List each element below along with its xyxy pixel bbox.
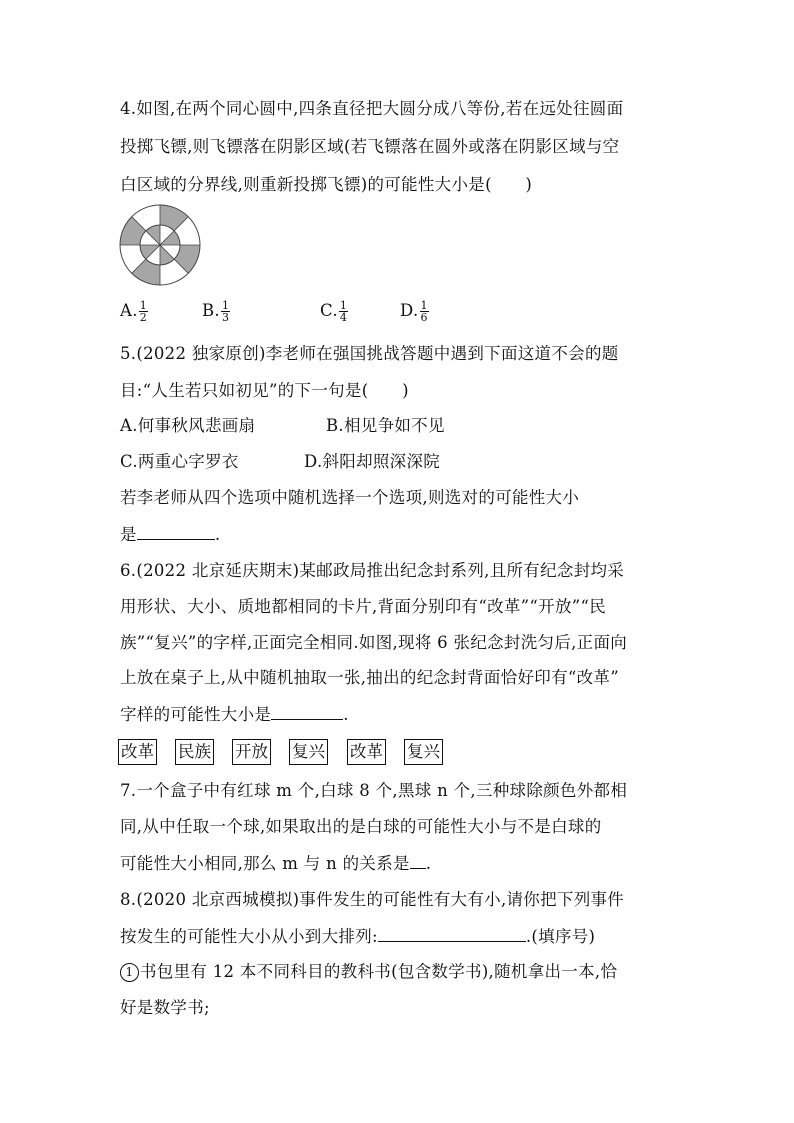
q5-line-1: 5.(2022 独家原创)李老师在强国挑战答题中遇到下面这道不会的题 [120,344,619,363]
diameters [120,205,200,285]
q4-option-d[interactable]: D. $\frac{1}{6}$ [400,299,428,324]
q4-option-b[interactable]: B. $\frac{1}{3}$ [202,299,230,324]
fraction: $\frac{1}{4}$ [339,299,348,324]
card-3: 开放 [232,739,271,765]
q6-line-1: 6.(2022 北京延庆期末)某邮政局推出纪念封系列,且所有纪念封均采 [120,561,625,580]
q4-line-2: 投掷飞镖,则飞镖落在阴影区域(若飞镖落在圆外或落在阴影区域与空 [120,137,620,156]
q5-line-4: 是 . [120,525,221,544]
q6-answer-blank[interactable] [271,703,343,720]
q4-line-1: 4.如图,在两个同心圆中,四条直径把大圆分成八等份,若在远处往圆面 [120,99,624,118]
q7-line-2: 同,从中任取一个球,如果取出的是白球的可能性大小与不是白球的 [120,817,602,836]
q6-line-2: 用形状、大小、质地都相同的卡片,背面分别印有“改革”“开放”“民 [120,597,607,616]
q4-line-3: 白区域的分界线,则重新投掷飞镖)的可能性大小是( ) [120,175,533,194]
card-1: 改革 [118,739,157,765]
q5-options-row-1 [120,415,445,437]
q5-option-b[interactable]: B.相见争如不见 [326,416,445,435]
card-4: 复兴 [289,739,328,765]
q5-options-row-2 [120,451,441,473]
q8-item-1-line-1: 1 书包里有 12 本不同科目的教科书(包含数学书),随机拿出一本,恰 [120,961,617,983]
q4-option-a[interactable]: A. $\frac{1}{2}$ [120,299,148,324]
q6-line-4: 上放在桌子上,从中随机抽取一张,抽出的纪念封背面恰好印有“改革” [120,668,619,687]
card-2: 民族 [175,739,214,765]
q5-line-2: 目:“人生若只如初见”的下一句是( ) [120,381,409,400]
fraction: $\frac{1}{3}$ [221,299,230,324]
q5-option-c[interactable]: C.两重心字罗衣 [120,452,239,471]
fraction: $\frac{1}{2}$ [139,299,148,324]
circled-number: 1 [120,963,139,982]
q7-answer-blank[interactable] [410,852,426,869]
q5-answer-blank[interactable] [137,523,215,540]
q6-line-5: 字样的可能性大小是 . [120,705,349,724]
q5-option-a[interactable]: A.何事秋风悲画扇 [120,416,256,435]
fraction: $\frac{1}{6}$ [420,299,428,324]
card-5: 改革 [347,739,386,765]
q5-line-3: 若李老师从四个选项中随机选择一个选项,则选对的可能性大小 [120,488,580,507]
q7-line-3: 可能性大小相同,那么 m 与 n 的关系是 . [120,854,432,873]
card-6: 复兴 [404,739,443,765]
q8-item-1-line-2: 好是数学书; [120,998,210,1017]
q7-line-1: 7.一个盒子中有红球 m 个,白球 8 个,黑球 n 个,三种球除颜色外都相 [120,781,628,800]
q6-line-3: 族”“复兴”的字样,正面完全相同.如图,现将 6 张纪念封洗匀后,正面向 [120,633,628,652]
q8-answer-blank[interactable] [378,925,526,942]
q8-line-1: 8.(2020 北京西城模拟)事件发生的可能性有大有小,请你把下列事件 [120,890,625,909]
q4-option-c[interactable]: C. $\frac{1}{4}$ [320,299,348,324]
q8-line-2: 按发生的可能性大小从小到大排列: .(填序号) [120,927,596,946]
q5-option-d[interactable]: D.斜阳却照深深院 [304,452,441,471]
concentric-circle-diagram [118,203,202,287]
